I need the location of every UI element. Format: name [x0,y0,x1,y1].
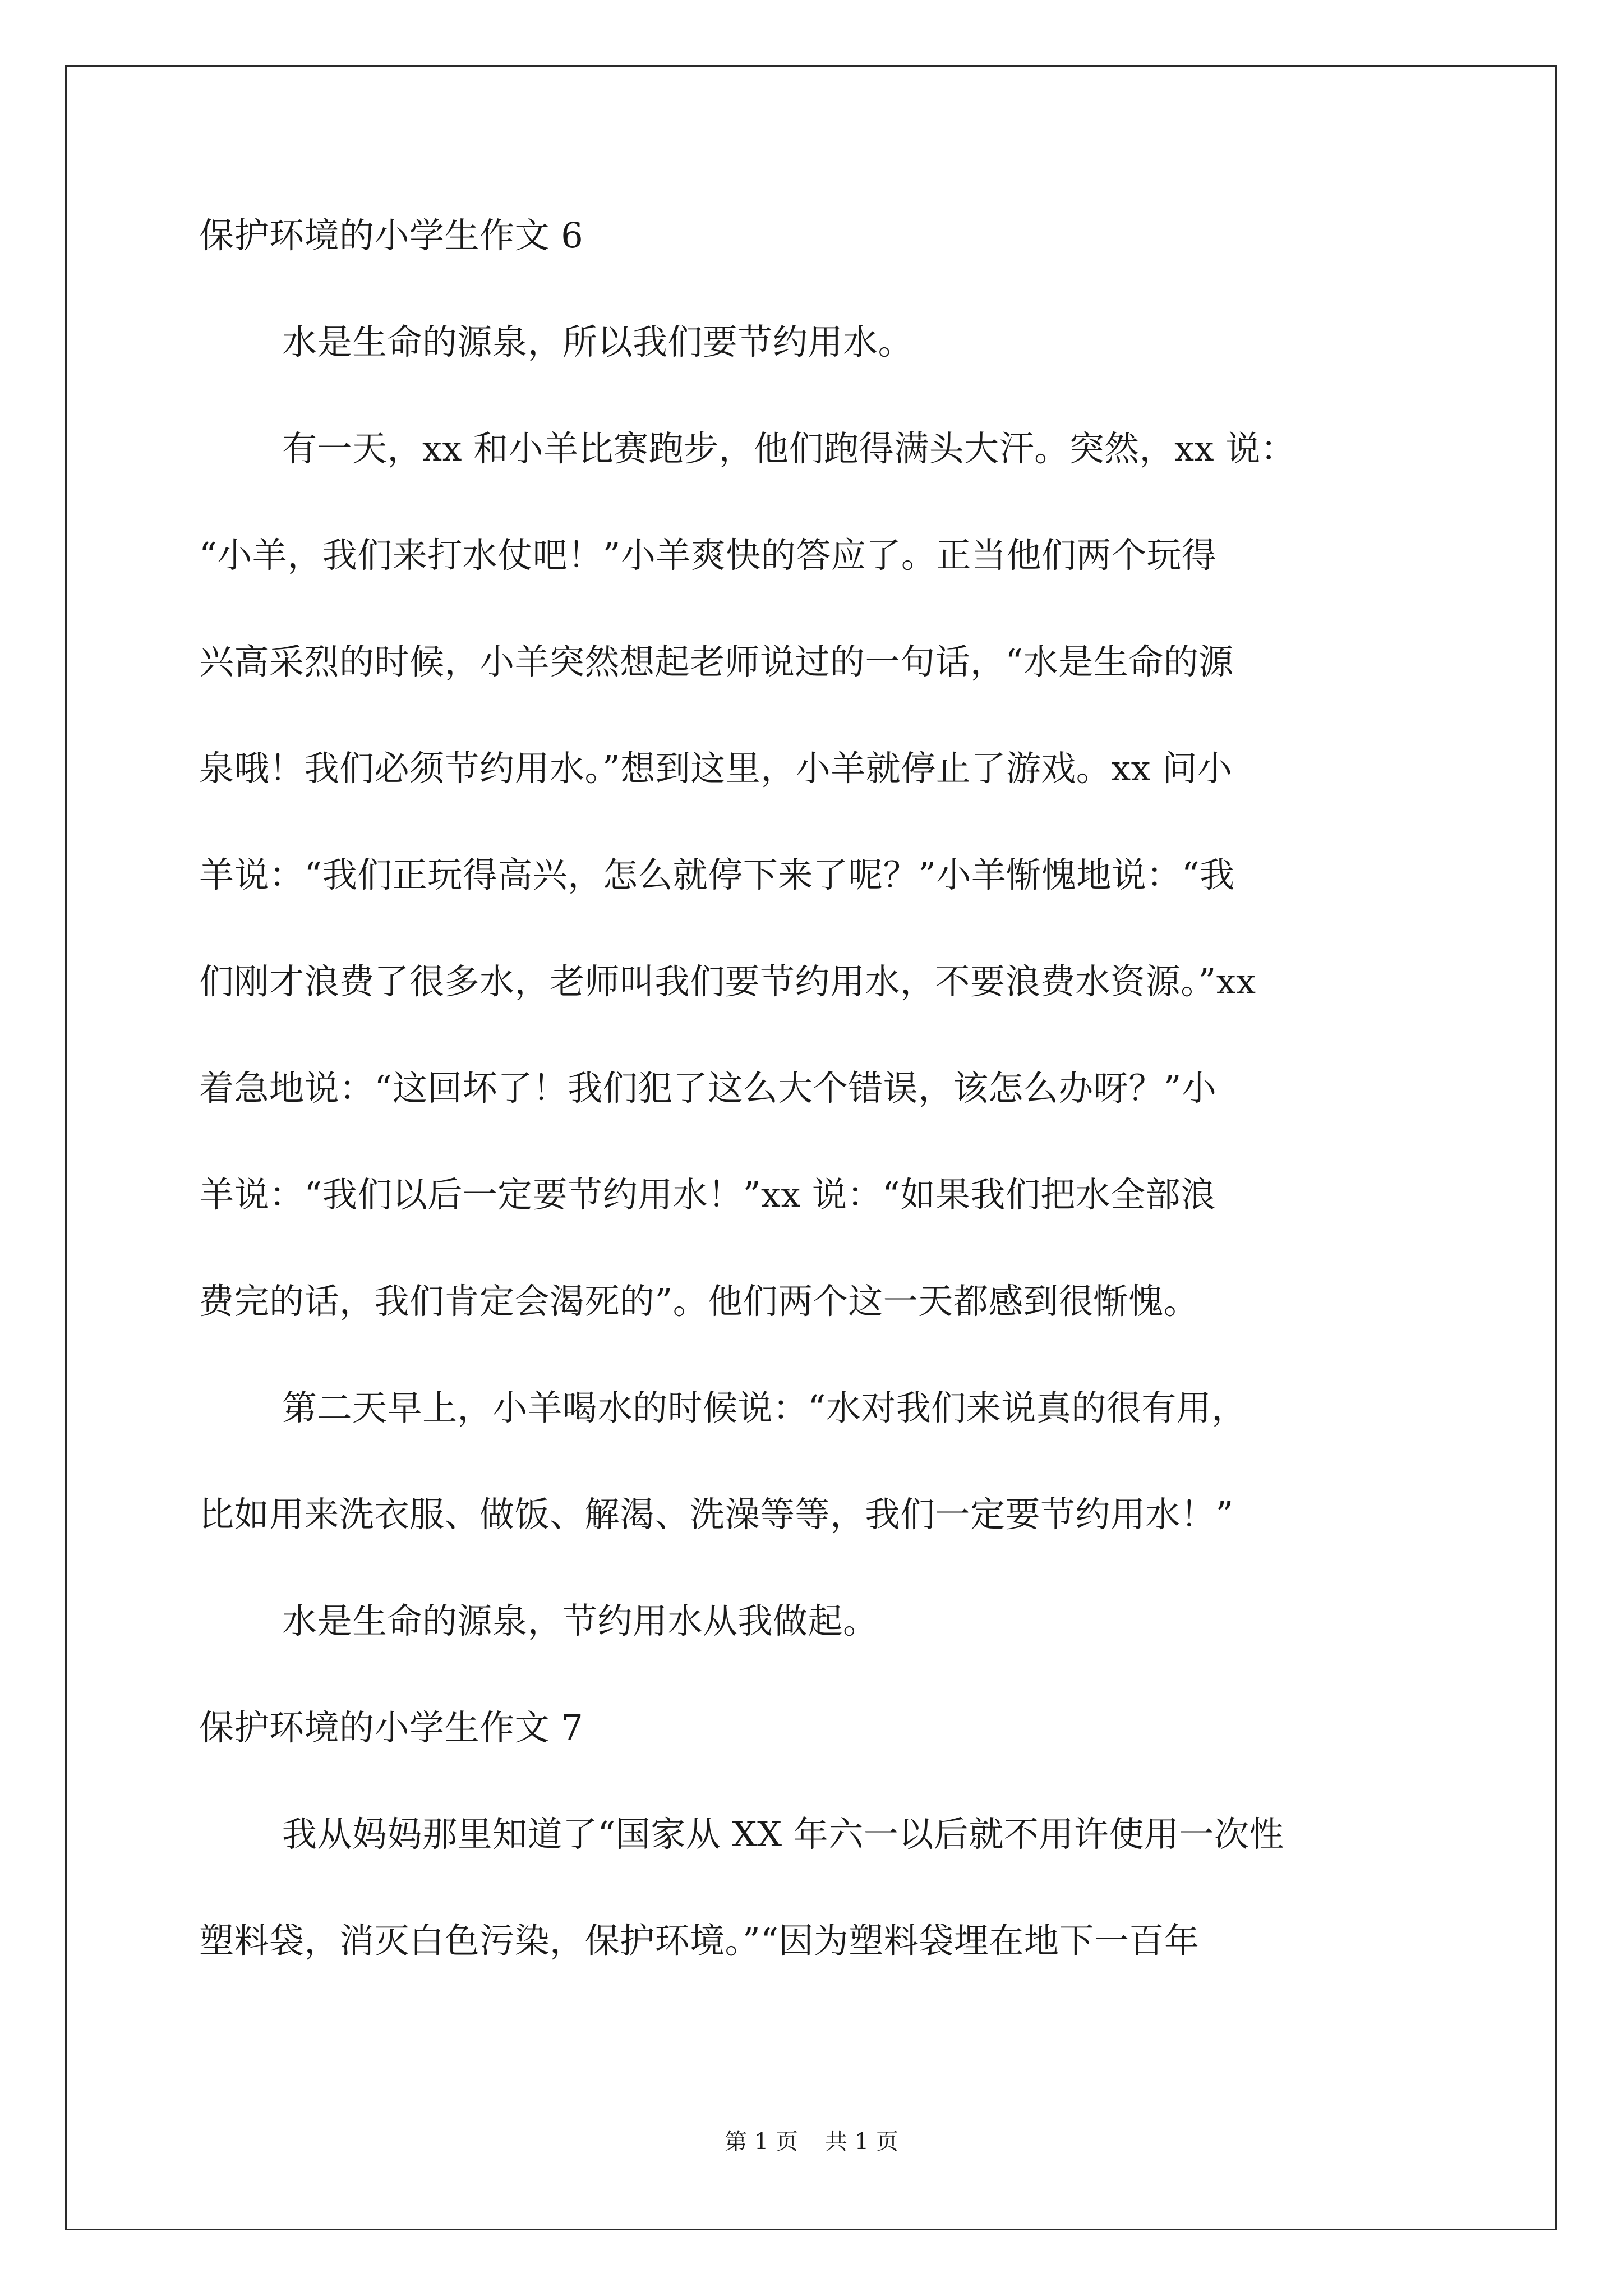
section-heading: 保护环境的小学生作文 6 [199,215,584,256]
paragraph-line: 们刚才浪费了很多水，老师叫我们要节约用水，不要浪费水资源。”xx [199,961,1256,1002]
page-number: 第 1 页 [725,2129,798,2155]
paragraph-line: 兴高采烈的时候，小羊突然想起老师说过的一句话，“水是生命的源 [199,641,1234,682]
section-heading: 保护环境的小学生作文 7 [199,1707,584,1748]
paragraph-line: 我从妈妈那里知道了“国家从 XX 年六一以后就不用许使用一次性 [282,1814,1284,1855]
paragraph-line: 羊说：“我们以后一定要节约用水！”xx 说：“如果我们把水全部浪 [199,1174,1216,1215]
paragraph-line: 第二天早上，小羊喝水的时候说：“水对我们来说真的很有用， [282,1387,1247,1428]
paragraph-line: 有一天，xx 和小羊比赛跑步，他们跑得满头大汗。突然，xx 说： [282,428,1296,469]
paragraph-line: 费完的话，我们肯定会渴死的”。他们两个这一天都感到很惭愧。 [199,1281,1199,1322]
page-footer [0,2128,1623,2156]
page-frame [65,65,1557,2230]
paragraph-line: 比如用来洗衣服、做饭、解渴、洗澡等等，我们一定要节约用水！” [199,1494,1234,1535]
paragraph-line: 羊说：“我们正玩得高兴，怎么就停下来了呢？”小羊惭愧地说：“我 [199,854,1235,895]
page-total: 共 1 页 [825,2129,898,2155]
paragraph-line: 塑料袋，消灭白色污染，保护环境。”“因为塑料袋埋在地下一百年 [199,1920,1200,1961]
paragraph-line: 着急地说：“这回坏了！我们犯了这么大个错误，该怎么办呀？”小 [199,1068,1217,1108]
paragraph-line: “小羊，我们来打水仗吧！”小羊爽快的答应了。正当他们两个玩得 [199,535,1217,576]
paragraph-line: 水是生命的源泉，所以我们要节约用水。 [282,321,914,362]
paragraph-line: 泉哦！我们必须节约用水。”想到这里，小羊就停止了游戏。xx 问小 [199,748,1233,789]
paragraph-line: 水是生命的源泉，节约用水从我做起。 [282,1600,878,1641]
